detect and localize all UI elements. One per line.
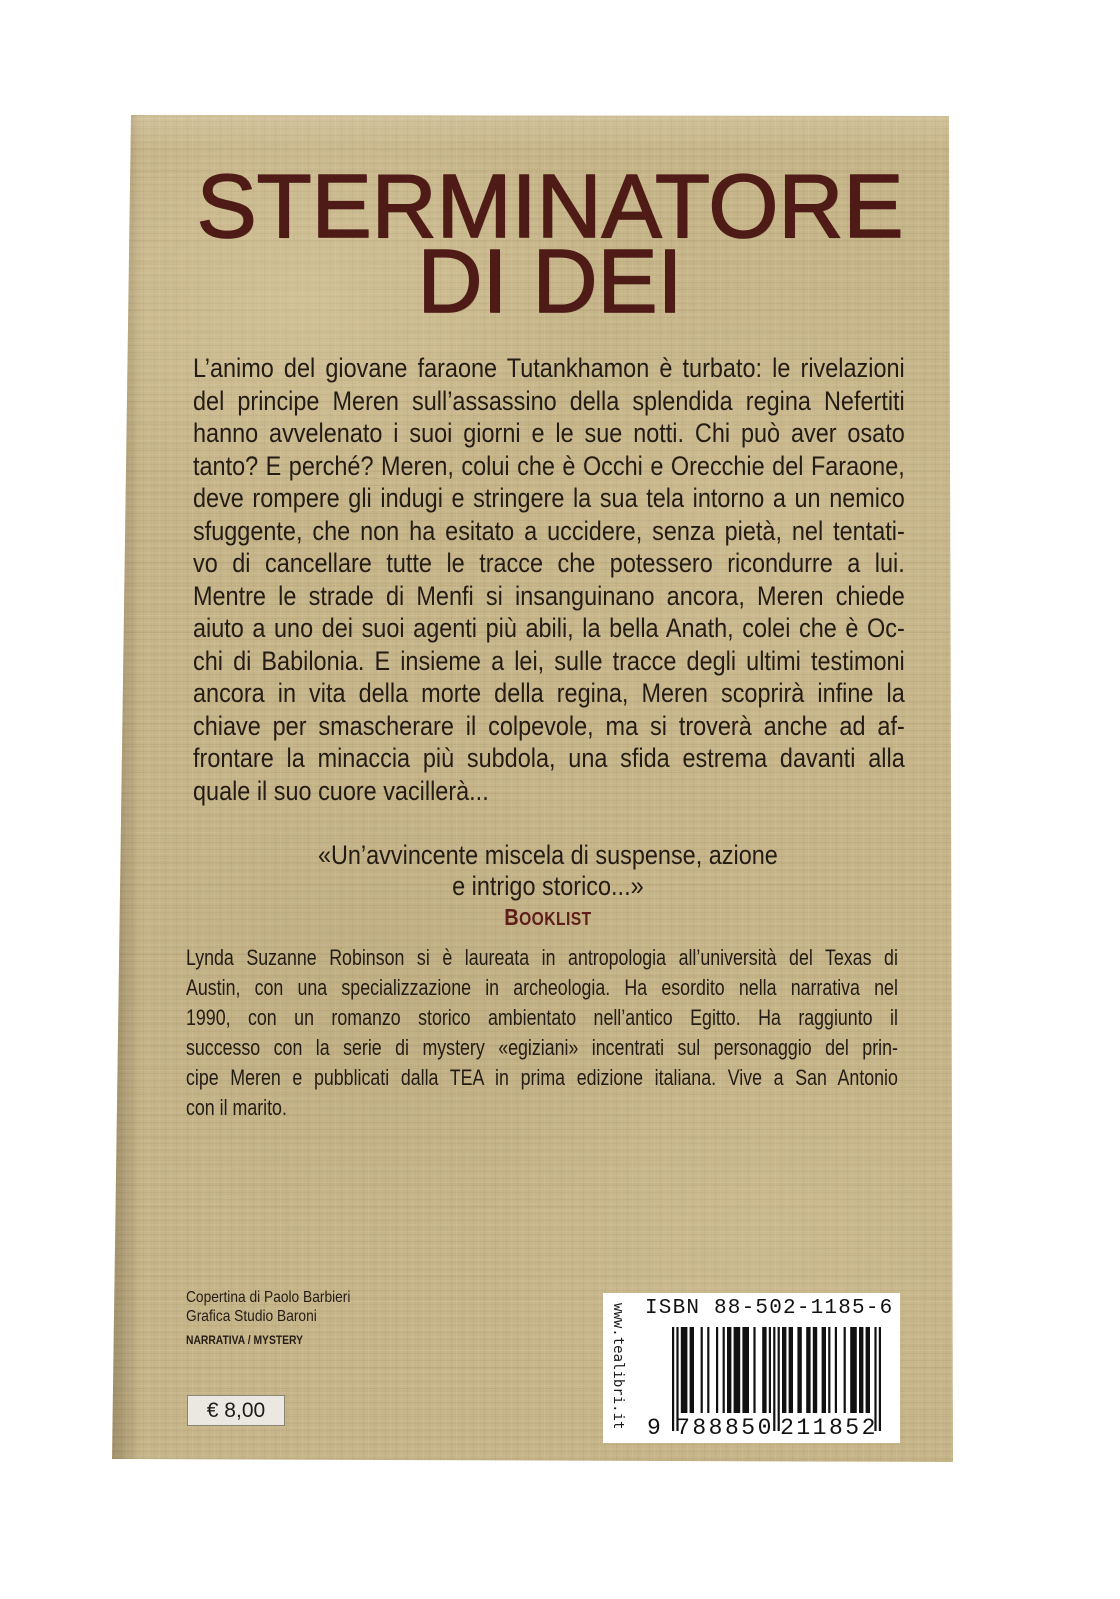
blurb-line: ancora in vita della morte della regina, Meren scoprirà infine la <box>193 678 905 708</box>
barcode-bar <box>789 1327 793 1413</box>
blurb-line: frontare la minaccia più subdola, una sfida estrema davanti alla <box>193 743 905 773</box>
cover-credits <box>186 1288 392 1347</box>
bio-line: cipe Meren e pubblicati dalla TEA in prima edizione italiana. Vive a San Antonio <box>186 1065 898 1090</box>
blurb-line: chi di Babilonia. E insieme a lei, sulle tracce degli ultimi testimoni <box>193 645 905 676</box>
barcode-bar <box>681 1327 688 1413</box>
barcode-first-digit: 9 <box>647 1415 661 1441</box>
quote-line: e intrigo storico...» <box>452 871 644 901</box>
blurb-line: vo di cancellare tutte le tracce che potessero ricondurre a lui. <box>193 548 905 578</box>
barcode-bar <box>723 1327 725 1413</box>
blurb-line: chiave per smascherare il colpevole, ma si troverà anche ad af- <box>193 710 905 741</box>
barcode-right-digits: 211852 <box>780 1415 878 1441</box>
blurb-line: L’animo del giovane faraone Tutankhamon è turbato: le rivelazioni <box>193 353 905 383</box>
barcode-bar <box>850 1327 857 1413</box>
barcode-bar <box>734 1327 741 1413</box>
barcode-bar <box>835 1327 837 1413</box>
bio-line: con il marito. <box>186 1095 287 1120</box>
barcode-bar <box>813 1327 817 1413</box>
credit-line: Grafica Studio Baroni <box>186 1308 317 1325</box>
barcode-bar <box>859 1327 863 1413</box>
barcode-bar <box>716 1327 718 1413</box>
barcode-bar <box>690 1327 694 1413</box>
bio-line: Austin, con una specializzazione in archeologia. Ha esordito nella narrativa nel <box>186 975 898 1000</box>
bio-line: successo con la serie di mystery «egiziani» incentrati sul personaggio del prin- <box>186 1035 898 1060</box>
publisher-website: www.tealibri.it <box>610 1303 626 1430</box>
barcode-bar <box>797 1327 801 1413</box>
barcode-bar <box>866 1327 870 1413</box>
blurb-line: del principe Meren sull’assassino della splendida regina Nefertiti <box>193 385 905 416</box>
bio-line: 1990, con un romanzo storico ambientato nell’antico Egitto. Ha raggiunto il <box>186 1005 898 1030</box>
review-quote <box>192 840 904 932</box>
barcode-bar <box>707 1327 709 1413</box>
barcode-bar <box>672 1327 674 1431</box>
barcode-bar <box>727 1327 731 1413</box>
blurb-line: aiuto a uno dei suoi agenti più abili, la bella Anath, colei che è Oc- <box>193 613 905 643</box>
blurb-paragraph <box>193 352 905 807</box>
credit-line: Copertina di Paolo Barbieri <box>186 1289 351 1306</box>
barcode-bar <box>742 1327 749 1413</box>
book-title-line-2: DI DEI <box>417 232 683 332</box>
bio-line: Lynda Suzanne Robinson si è laureata in antropologia all’università del Texas di <box>186 945 898 970</box>
blurb-line: quale il suo cuore vacillerà... <box>193 775 489 806</box>
blurb-line: tanto? E perché? Meren, colui che è Occhi e Orecchie del Faraone, <box>193 450 905 481</box>
blurb-line: Mentre le strade di Menfi si insanguinano ancora, Meren chiede <box>193 580 905 611</box>
author-bio <box>186 943 898 1123</box>
barcode-label <box>603 1293 900 1443</box>
isbn-number: ISBN 88-502-1185-6 <box>645 1297 894 1320</box>
barcode-bar <box>701 1327 703 1413</box>
blurb-line: sfuggente, che non ha esitato a uccidere, senza pietà, nel tentati- <box>193 515 905 546</box>
barcode-bar <box>753 1327 755 1413</box>
barcode-bar <box>844 1327 846 1413</box>
price-tag: € 8,00 <box>187 1395 285 1426</box>
barcode-bar <box>769 1327 771 1413</box>
barcode-bar <box>828 1327 830 1413</box>
barcode-bar <box>879 1327 881 1431</box>
quote-line: «Un’avvincente miscela di suspense, azione <box>317 840 778 870</box>
blurb-line: hanno avvelenato i suoi giorni e le sue notti. Chi può aver osato <box>193 418 905 448</box>
quote-source: BOOKLIST <box>504 904 592 930</box>
genre-label: NARRATIVA / MYSTERY <box>186 1333 303 1347</box>
barcode-left-digits: 788850 <box>676 1415 774 1441</box>
barcode-bar <box>822 1327 826 1413</box>
barcode-bar <box>762 1327 766 1413</box>
book-title-line-1: STERMINATORE <box>196 157 904 257</box>
barcode-bar <box>782 1327 786 1413</box>
blurb-line: deve rompere gli indugi e stringere la sua tela intorno a un nemico <box>193 483 905 513</box>
barcode-bar <box>806 1327 810 1413</box>
